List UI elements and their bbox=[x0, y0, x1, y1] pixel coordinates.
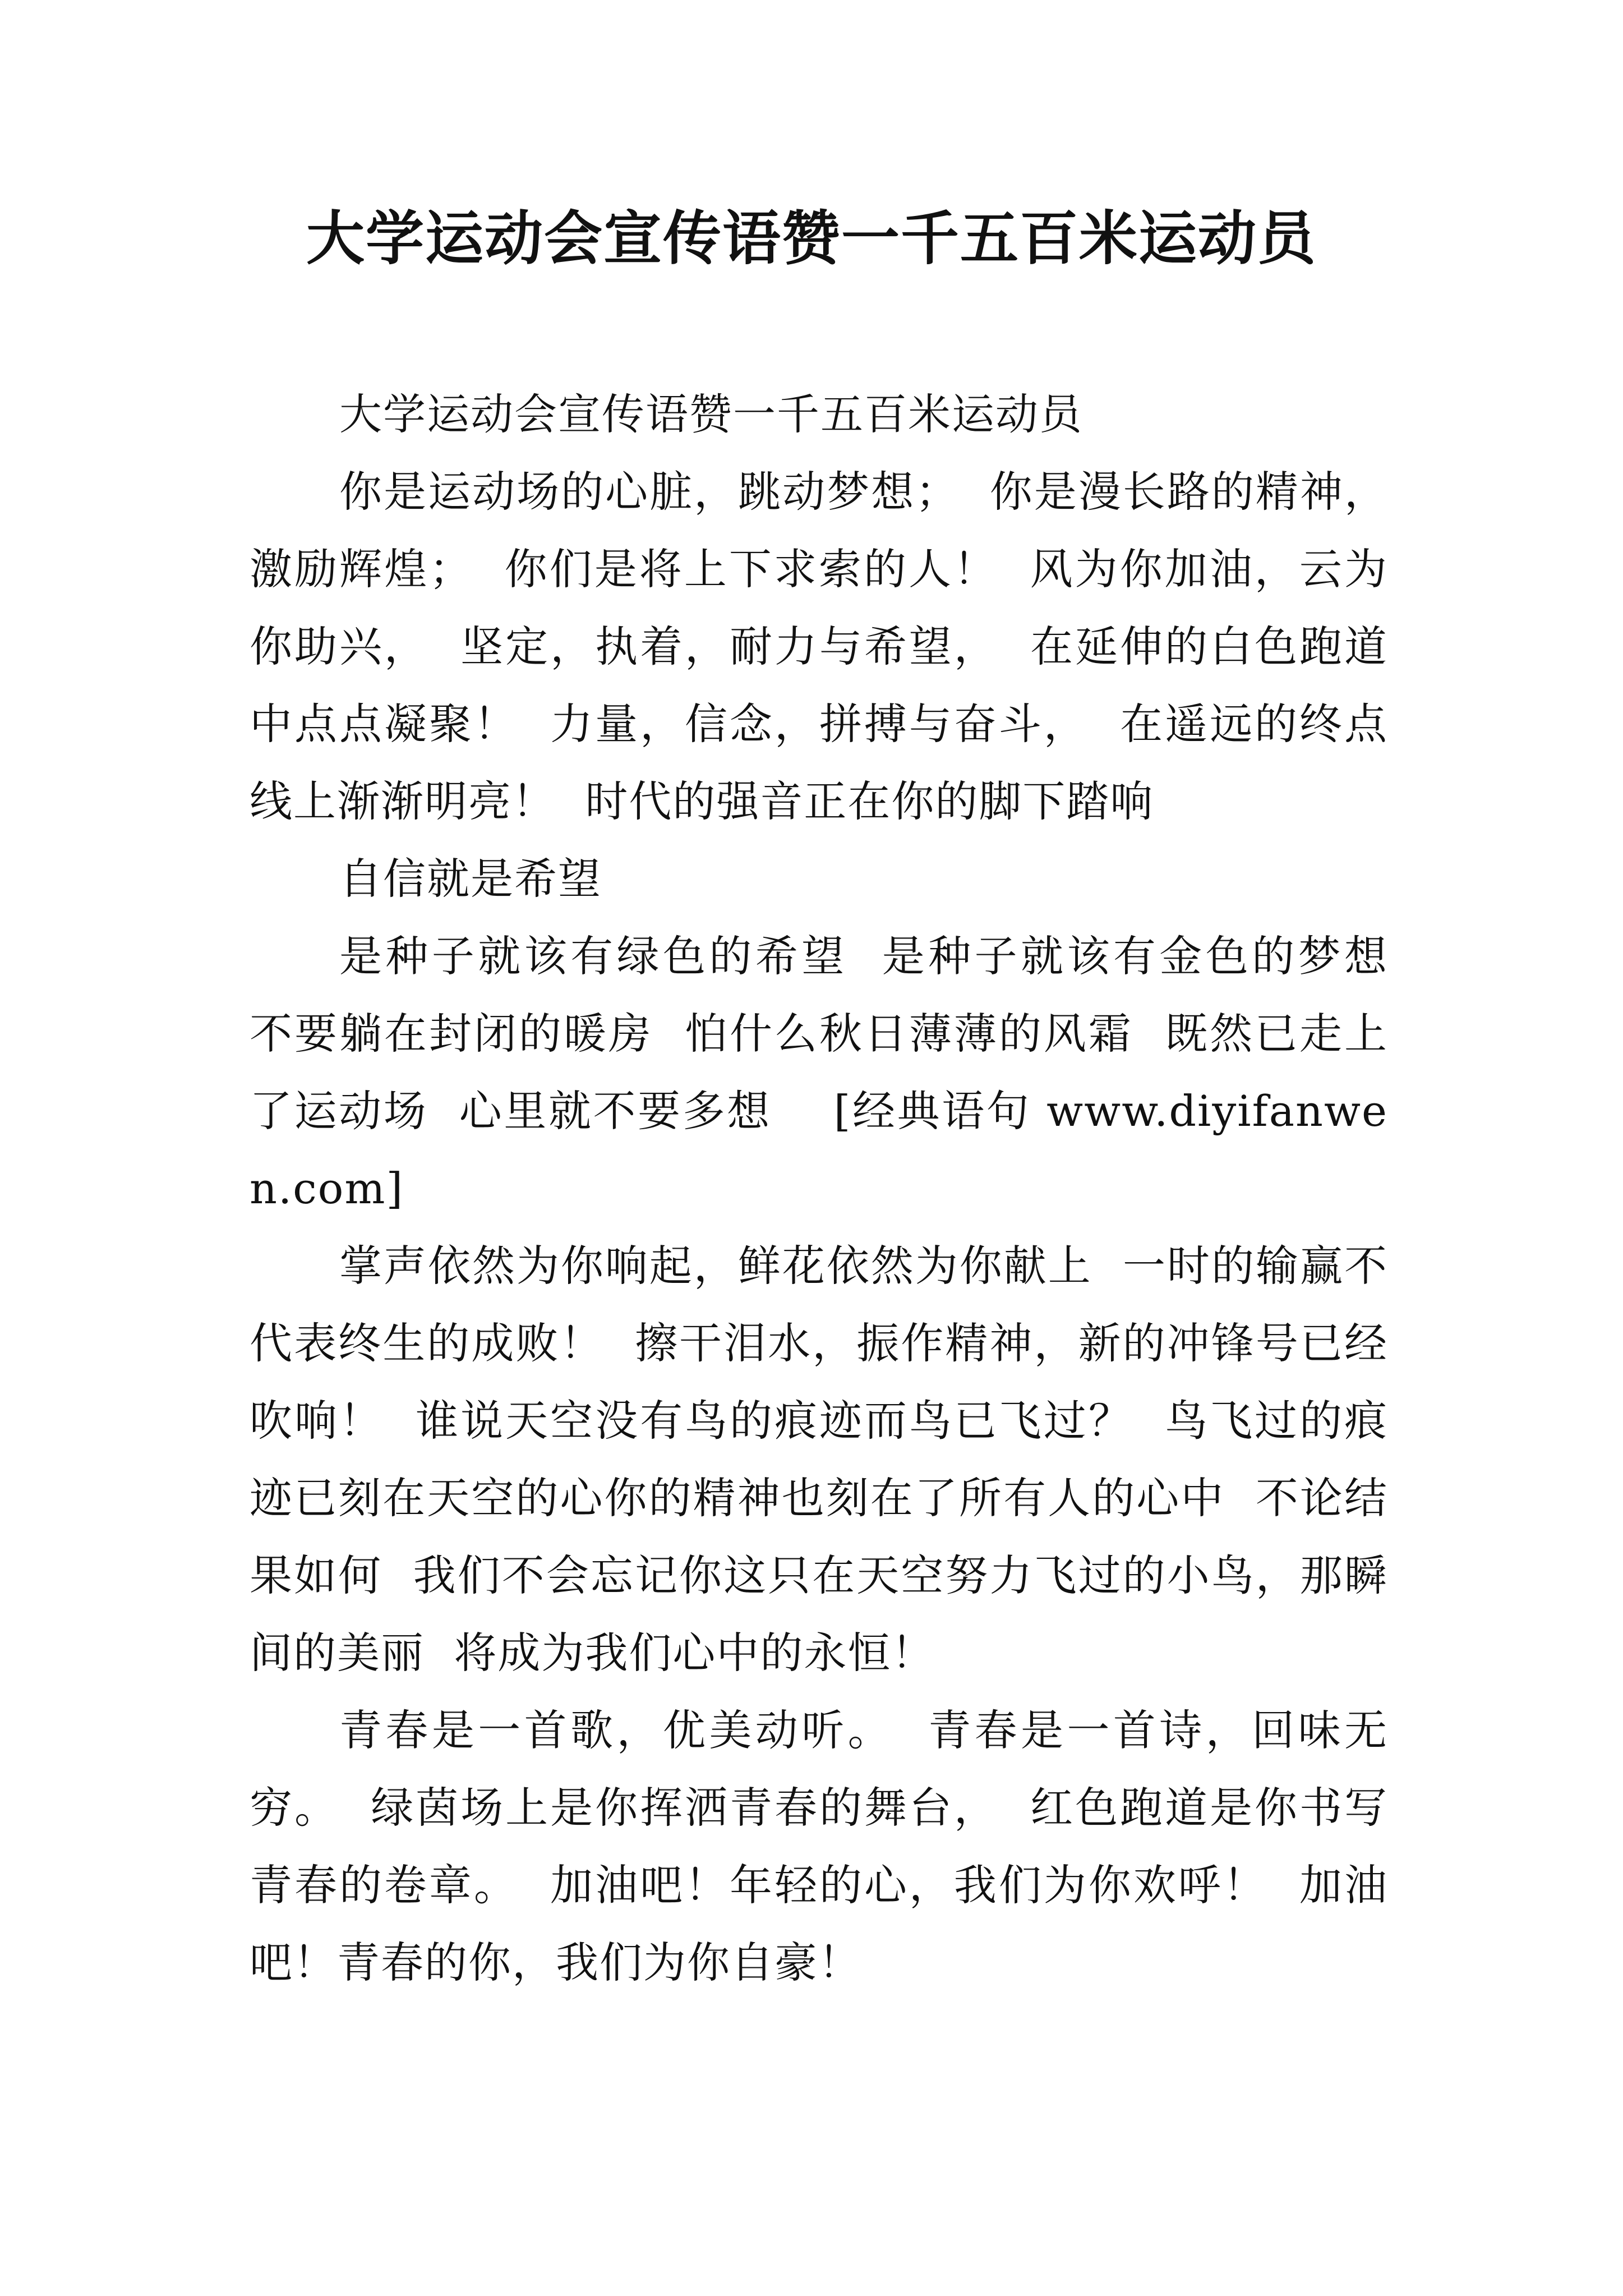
paragraph-seed-poem: 是种子就该有绿色的希望 是种子就该有金色的梦想 不要躺在封闭的暖房 怕什么秋日薄薄的风霜 既然已走上了运动场 心里就不要多想 [经典语句 www.diyifanwen.com] bbox=[250, 931, 1418, 1213]
paragraph-applause: 掌声依然为你响起，鲜花依然为你献上 一时的输赢不代表终生的成败！ 擦干泪水，振作精神，新的冲锋号已经吹响！ 谁说天空没有鸟的痕迹而鸟已飞过？ 鸟飞过的痕迹已刻在天空的心你的精神也刻在了所有人的心中 不论结果如何 我们不会忘记你这只在天空努力飞过的小鸟，那瞬间的美丽 将成为我们心中的永恒！ bbox=[250, 1241, 1388, 1678]
paragraph-heart-of-field: 你是运动场的心脏，跳动梦想； 你是漫长路的精神，激励辉煌； 你们是将上下求索的人！ 风为你加油，云为你助兴， 坚定，执着，耐力与希望， 在延伸的白色跑道中点点凝聚！ 力量，信念，拼搏与奋斗， 在遥远的终点线上渐渐明亮！ 时代的强音正在你的脚下踏响 bbox=[250, 467, 1388, 826]
paragraph-subtitle: 大学运动会宣传语赞一千五百米运动员 bbox=[339, 389, 1083, 439]
paragraph-youth: 青春是一首歌，优美动听。 青春是一首诗，回味无穷。 绿茵场上是你挥洒青春的舞台， 红色跑道是你书写青春的卷章。 加油吧！年轻的心，我们为你欢呼！ 加油吧！青春的你，我们为你自豪！ bbox=[250, 1705, 1388, 1987]
paragraph-confidence: 自信就是希望 bbox=[339, 854, 602, 904]
document-body bbox=[250, 376, 1418, 2001]
document-title: 大学运动会宣传语赞一千五百米运动员 bbox=[306, 204, 1317, 273]
